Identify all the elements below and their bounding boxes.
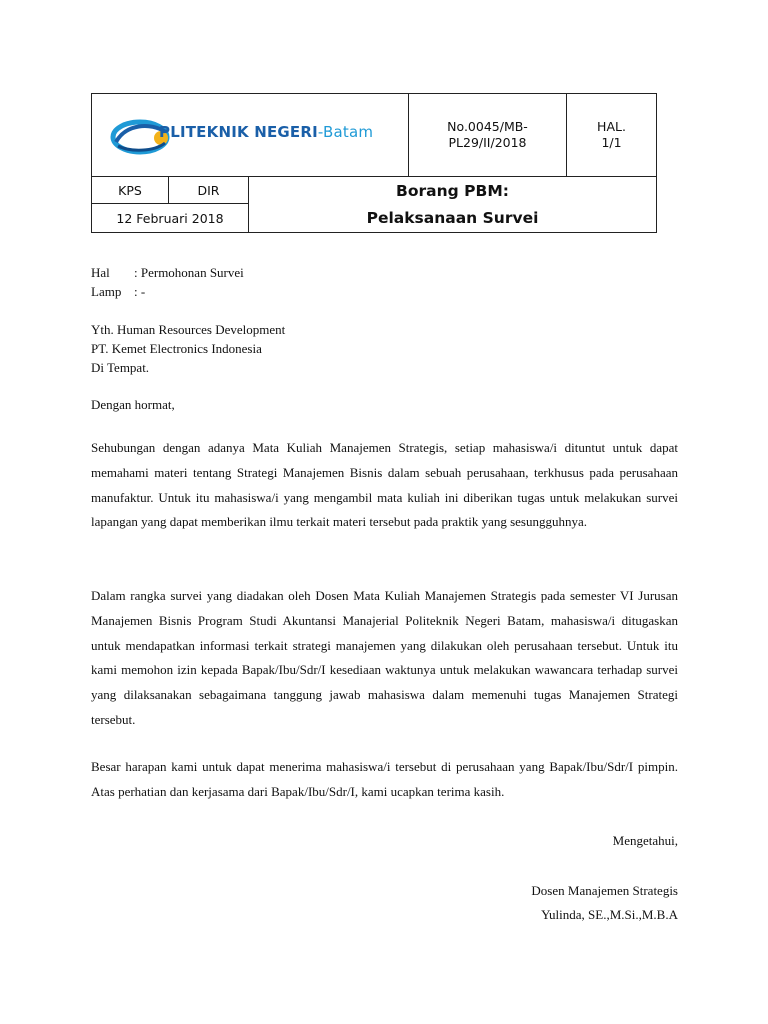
subject-row — [91, 263, 678, 282]
institution-logo — [110, 116, 390, 156]
recipient-line-1: Yth. Human Resources Development — [91, 322, 286, 337]
signature-block — [91, 879, 678, 927]
letter-meta — [91, 263, 678, 301]
logo-text-main: LITEKNIK NEGERI — [170, 123, 318, 141]
signer-name: Yulinda, SE.,M.Si.,M.B.A — [541, 907, 678, 922]
closing: Mengetahui, — [612, 833, 678, 848]
kps-cell: KPS — [92, 177, 169, 204]
document-title-line2: Pelaksanaan Survei — [366, 208, 539, 227]
document-title-cell — [249, 177, 657, 233]
paragraph-3: Besar harapan kami untuk dapat menerima mahasiswa/i tersebut di perusahaan yang Bapak/Ibu/Sdr/I pimpin. Atas perhatian dan kerjasama dari Bapak/Ibu/Sdr/I, kami ucapkan terima kasih. — [91, 759, 678, 799]
logo-text-city: -Batam — [317, 123, 374, 141]
recipient-line-2: PT. Kemet Electronics Indonesia — [91, 341, 262, 356]
dir-cell: DIR — [169, 177, 249, 204]
attachment-label: Lamp — [91, 284, 122, 299]
paragraph-1: Sehubungan dengan adanya Mata Kuliah Manajemen Strategis, setiap mahasiswa/i dituntut untuk dapat memahami materi tentang Strategi Manajemen Bisnis dalam sebuah perusahaan, terkhusus pada perusahaan manufaktur. Untuk itu mahasiswa/i yang mengambil mata kuliah ini diberikan tugas untuk melakukan survei lapangan yang dapat memberikan ilmu terkait materi tersebut pada praktik yang sesungguhnya. — [91, 440, 678, 530]
subject-value: : Permohonan Survei — [134, 265, 244, 280]
logo-cell — [92, 94, 409, 177]
logo-wordmark — [159, 123, 373, 141]
document-number-line1: No.0045/MB- — [447, 119, 528, 134]
document-header-table — [91, 93, 657, 233]
document-number-line2: PL29/II/2018 — [448, 135, 527, 150]
recipient-line-3: Di Tempat. — [91, 360, 150, 375]
attachment-row — [91, 282, 678, 301]
document-number-cell — [409, 94, 567, 177]
document-title-line1: Borang PBM: — [396, 181, 509, 200]
greeting: Dengan hormat, — [91, 397, 175, 412]
page-value: 1/1 — [601, 135, 622, 150]
logo-text-initial: P — [159, 123, 171, 141]
recipient-block — [91, 320, 678, 377]
page-number-cell — [567, 94, 657, 177]
subject-label: Hal — [91, 265, 110, 280]
date-cell: 12 Februari 2018 — [92, 204, 249, 233]
attachment-value: : - — [134, 284, 146, 299]
paragraph-2: Dalam rangka survei yang diadakan oleh Dosen Mata Kuliah Manajemen Strategis pada semester VI Jurusan Manajemen Bisnis Program Studi Akuntansi Manajerial Politeknik Negeri Batam, mahasiswa/i ditugaskan untuk mendapatkan informasi terkait strategi manajemen yang dilakukan oleh perusahaan tersebut. Untuk itu kami memohon izin kepada Bapak/Ibu/Sdr/I kesediaan waktunya untuk melakukan wawancara terhadap survei yang dilaksanakan sebagaimana tanggung jawab mahasiswa dalam memenuhi tugas Manajemen Strategi tersebut. — [91, 588, 678, 727]
signer-title: Dosen Manajemen Strategis — [531, 883, 678, 898]
page-label: HAL. — [597, 119, 626, 134]
